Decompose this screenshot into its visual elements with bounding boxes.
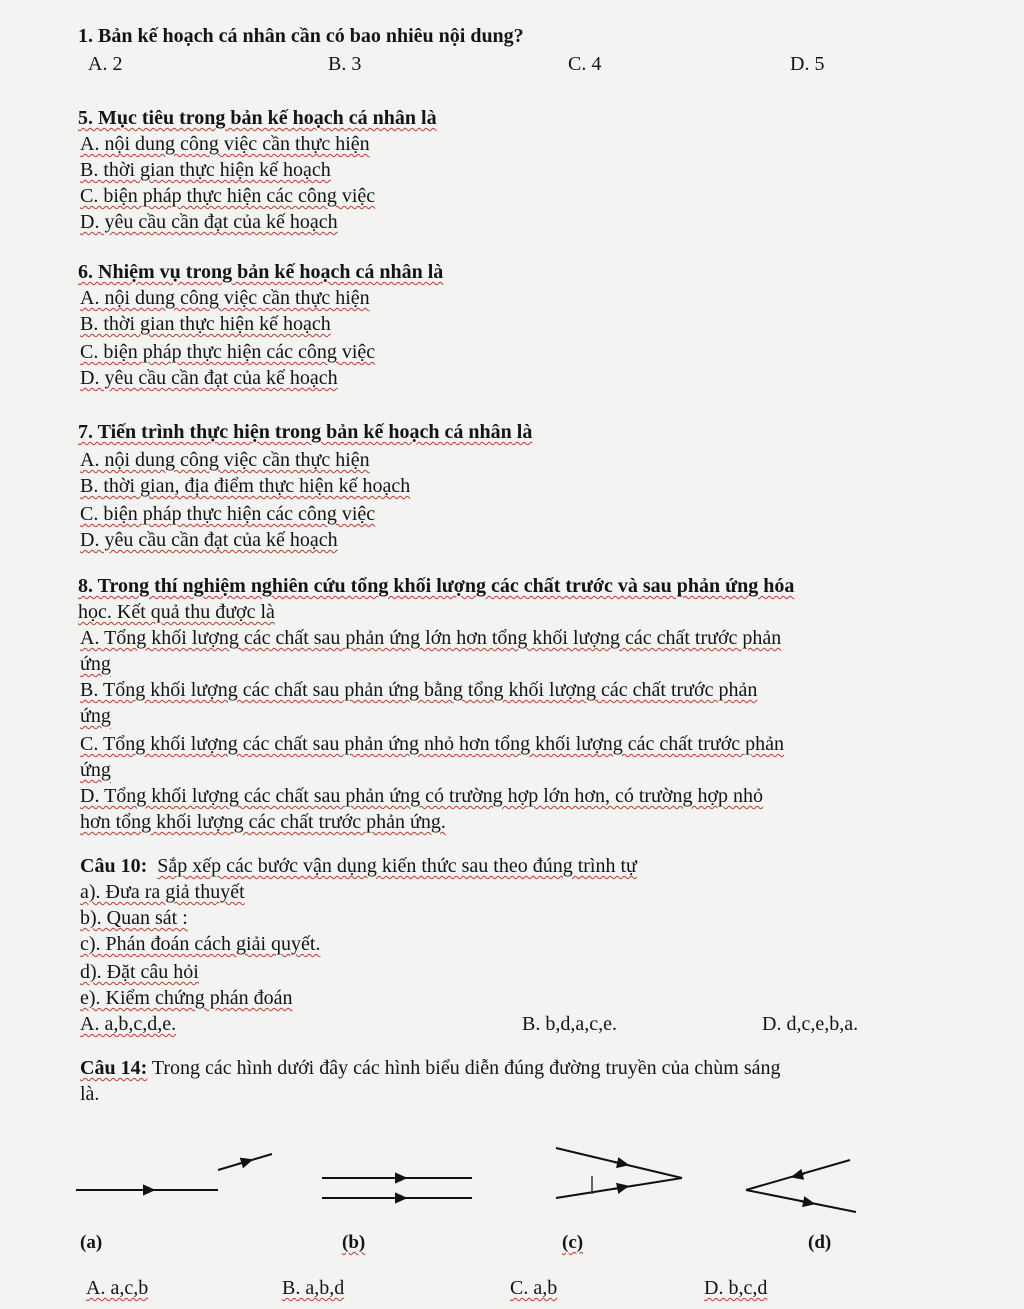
q5-option-d: D. yêu cầu cần đạt của kế hoạch (80, 211, 338, 233)
q6-option-c: C. biện pháp thực hiện các công việc (80, 341, 376, 363)
q7-option-c: C. biện pháp thực hiện các công việc (80, 503, 376, 525)
q1-option-a: A. 2 (88, 53, 123, 75)
q14-option-c: C. a,b (510, 1277, 558, 1299)
figure-label-a: (a) (80, 1232, 103, 1253)
light-ray-figures (0, 1120, 1024, 1230)
q8-option-c-line1: C. Tổng khối lượng các chất sau phản ứng nhỏ hơn tổng khối lượng các chất trước phản (80, 733, 785, 755)
q10-step-e: e). Kiểm chứng phán đoán (80, 987, 293, 1009)
q6-option-a: A. nội dung công việc cần thực hiện (80, 287, 370, 309)
figure-label-d: (d) (808, 1232, 832, 1253)
q10-step-c: c). Phán đoán cách giải quyết. (80, 933, 321, 955)
q14-stem-line2: là. (80, 1083, 100, 1105)
q8-stem-line1: 8. Trong thí nghiệm nghiên cứu tổng khối lượng các chất trước và sau phản ứng hóa (78, 575, 795, 597)
q10-step-a: a). Đưa ra giả thuyết (80, 881, 245, 903)
q8-option-d-line1: D. Tổng khối lượng các chất sau phản ứng có trường hợp lớn hơn, có trường hợp nhỏ (80, 785, 764, 807)
q8-option-c-line2: ứng (80, 759, 111, 781)
q5-stem: 5. Mục tiêu trong bản kế hoạch cá nhân là (78, 107, 437, 129)
q8-option-a-line1: A. Tổng khối lượng các chất sau phản ứng lớn hơn tổng khối lượng các chất trước phản (80, 627, 782, 649)
q8-stem-line2: học. Kết quả thu được là (78, 601, 275, 623)
q1-stem: 1. Bản kế hoạch cá nhân cần có bao nhiêu nội dung? (78, 25, 524, 47)
q8-option-a-line2: ứng (80, 653, 111, 675)
q10-option-d: D. d,c,e,b,a. (762, 1013, 859, 1035)
q10-step-d: d). Đặt câu hỏi (80, 961, 199, 983)
q1-option-c: C. 4 (568, 53, 602, 75)
q10-stem-row (80, 854, 637, 878)
figure-a-rays (76, 1154, 272, 1190)
q5-option-c: C. biện pháp thực hiện các công việc (80, 185, 376, 207)
q1-option-d: D. 5 (790, 53, 825, 75)
q6-stem: 6. Nhiệm vụ trong bản kế hoạch cá nhân là (78, 261, 444, 283)
q10-label: Câu 10: (80, 855, 148, 877)
q6-option-d: D. yêu cầu cần đạt của kế hoạch (80, 367, 338, 389)
q5-option-b: B. thời gian thực hiện kế hoạch (80, 159, 331, 181)
figure-label-c: (c) (562, 1232, 584, 1253)
q14-stem-line1: Trong các hình dưới đây các hình biểu diễn đúng đường truyền của chùm sáng (151, 1057, 781, 1079)
q7-option-d: D. yêu cầu cần đạt của kế hoạch (80, 529, 338, 551)
q1-option-b: B. 3 (328, 53, 362, 75)
q7-option-b: B. thời gian, địa điểm thực hiện kế hoạch (80, 475, 411, 497)
q7-stem: 7. Tiến trình thực hiện trong bản kế hoạch cá nhân là (78, 421, 533, 443)
q10-step-b: b). Quan sát : (80, 907, 188, 929)
q14-option-d: D. b,c,d (704, 1277, 768, 1299)
figure-d-rays (746, 1160, 856, 1212)
q6-option-b: B. thời gian thực hiện kế hoạch (80, 313, 331, 335)
q8-option-b-line2: ứng (80, 705, 111, 727)
figure-c-rays (556, 1148, 682, 1198)
q14-label: Câu 14: (80, 1057, 148, 1079)
q14-stem-row (80, 1056, 781, 1080)
figure-label-b: (b) (342, 1232, 366, 1253)
q7-option-a: A. nội dung công việc cần thực hiện (80, 449, 370, 471)
q10-option-b: B. b,d,a,c,e. (522, 1013, 617, 1035)
q8-option-d-line2: hơn tổng khối lượng các chất trước phản ứng. (80, 811, 446, 833)
q14-option-a: A. a,c,b (86, 1277, 149, 1299)
q10-option-a: A. a,b,c,d,e. (80, 1013, 177, 1035)
q14-option-b: B. a,b,d (282, 1277, 345, 1299)
q10-stem: Sắp xếp các bước vận dụng kiến thức sau theo đúng trình tự (157, 855, 637, 877)
figure-b-rays (322, 1178, 472, 1198)
q8-option-b-line1: B. Tổng khối lượng các chất sau phản ứng bằng tổng khối lượng các chất trước phản (80, 679, 758, 701)
q5-option-a: A. nội dung công việc cần thực hiện (80, 133, 370, 155)
